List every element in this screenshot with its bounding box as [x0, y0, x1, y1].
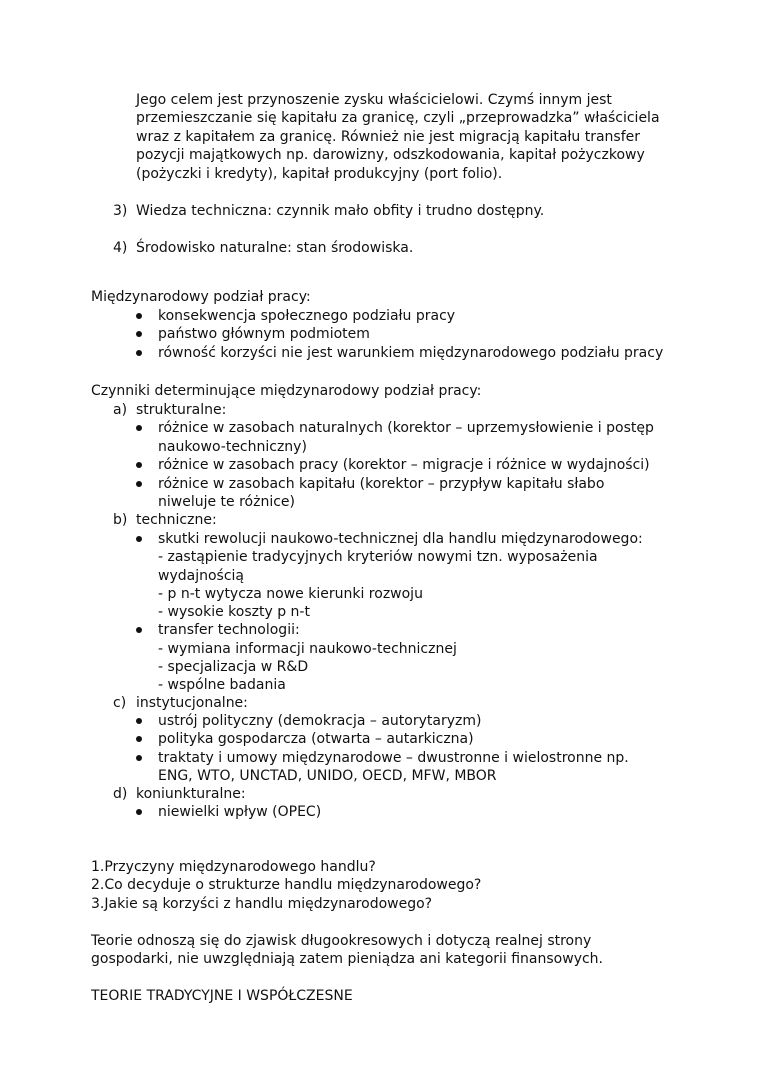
question-line: 1.Przyczyny międzynarodowego handlu?: [91, 859, 376, 875]
paragraph-line: gospodarki, nie uwzględniają zatem pieniądza ani kategorii finansowych.: [91, 951, 603, 967]
paragraph-line: Jego celem jest przynoszenie zysku właścicielowi. Czymś innym jest: [136, 92, 612, 108]
bullet-text: polityka gospodarcza (otwarta – autarkiczna): [158, 731, 474, 747]
paragraph-line: (pożyczki i kredyty), kapitał produkcyjny (port folio).: [136, 166, 503, 182]
list-number: 3): [113, 203, 128, 219]
bullet-text: - wysokie koszty p n-t: [158, 604, 310, 620]
list-item-text: Wiedza techniczna: czynnik mało obfity i trudno dostępny.: [136, 203, 545, 219]
section-heading: TEORIE TRADYCYJNE I WSPÓŁCZESNE: [91, 988, 353, 1004]
bullet-text: różnice w zasobach kapitału (korektor – przypływ kapitału słabo: [158, 476, 605, 492]
section-heading: Czynniki determinujące międzynarodowy podział pracy:: [91, 383, 482, 399]
bullet-text: niweluje te różnice): [158, 494, 295, 510]
paragraph-line: pozycji majątkowych np. darowizny, odszkodowania, kapitał pożyczkowy: [136, 147, 645, 163]
bullet-text: różnice w zasobach pracy (korektor – migracje i różnice w wydajności): [158, 457, 650, 473]
question-line: 2.Co decyduje o strukturze handlu międzynarodowego?: [91, 877, 482, 893]
bullet-text: różnice w zasobach naturalnych (korektor – uprzemysłowienie i postęp: [158, 420, 654, 436]
bullet-text: - p n-t wytycza nowe kierunki rozwoju: [158, 586, 423, 602]
bullet-text: transfer technologii:: [158, 622, 300, 638]
bullet-icon: [136, 536, 142, 542]
bullet-text: ustrój polityczny (demokracja – autorytaryzm): [158, 713, 482, 729]
question-line: 3.Jakie są korzyści z handlu międzynarodowego?: [91, 896, 433, 912]
list-item-text: Środowisko naturalne: stan środowiska.: [136, 240, 414, 256]
bullet-icon: [136, 331, 142, 337]
bullet-icon: [136, 481, 142, 487]
sublist-letter: c): [113, 695, 127, 711]
sublist-letter: a): [113, 402, 128, 418]
bullet-text: - zastąpienie tradycyjnych kryteriów nowymi tzn. wyposażenia: [158, 549, 598, 565]
bullet-text: państwo głównym podmiotem: [158, 326, 370, 342]
bullet-icon: [136, 627, 142, 633]
paragraph-line: przemieszczanie się kapitału za granicę, czyli „przeprowadzka” właściciela: [136, 110, 660, 126]
paragraph-line: Teorie odnoszą się do zjawisk długookresowych i dotyczą realnej strony: [91, 933, 592, 949]
sublist-letter: b): [113, 512, 128, 528]
list-number: 4): [113, 240, 128, 256]
sublist-title: strukturalne:: [136, 402, 227, 418]
bullet-text: niewielki wpływ (OPEC): [158, 804, 322, 820]
bullet-text: ENG, WTO, UNCTAD, UNIDO, OECD, MFW, MBOR: [158, 768, 497, 784]
section-heading: Międzynarodowy podział pracy:: [91, 289, 311, 305]
bullet-text: - wspólne badania: [158, 677, 286, 693]
bullet-text: traktaty i umowy międzynarodowe – dwustronne i wielostronne np.: [158, 750, 629, 766]
bullet-icon: [136, 736, 142, 742]
sublist-letter: d): [113, 786, 128, 802]
bullet-icon: [136, 718, 142, 724]
bullet-icon: [136, 425, 142, 431]
bullet-text: skutki rewolucji naukowo-technicznej dla handlu międzynarodowego:: [158, 531, 643, 547]
bullet-text: równość korzyści nie jest warunkiem międzynarodowego podziału pracy: [158, 345, 664, 361]
bullet-text: naukowo-techniczny): [158, 439, 307, 455]
bullet-icon: [136, 462, 142, 468]
bullet-icon: [136, 350, 142, 356]
bullet-text: - wymiana informacji naukowo-technicznej: [158, 641, 457, 657]
bullet-text: - specjalizacja w R&D: [158, 659, 309, 675]
sublist-title: techniczne:: [136, 512, 217, 528]
bullet-icon: [136, 809, 142, 815]
bullet-text: wydajnością: [158, 568, 244, 584]
bullet-icon: [136, 755, 142, 761]
bullet-icon: [136, 313, 142, 319]
paragraph-line: wraz z kapitałem za granicę. Również nie jest migracją kapitału transfer: [136, 129, 641, 145]
sublist-title: instytucjonalne:: [136, 695, 248, 711]
bullet-text: konsekwencja społecznego podziału pracy: [158, 308, 456, 324]
sublist-title: koniunkturalne:: [136, 786, 246, 802]
